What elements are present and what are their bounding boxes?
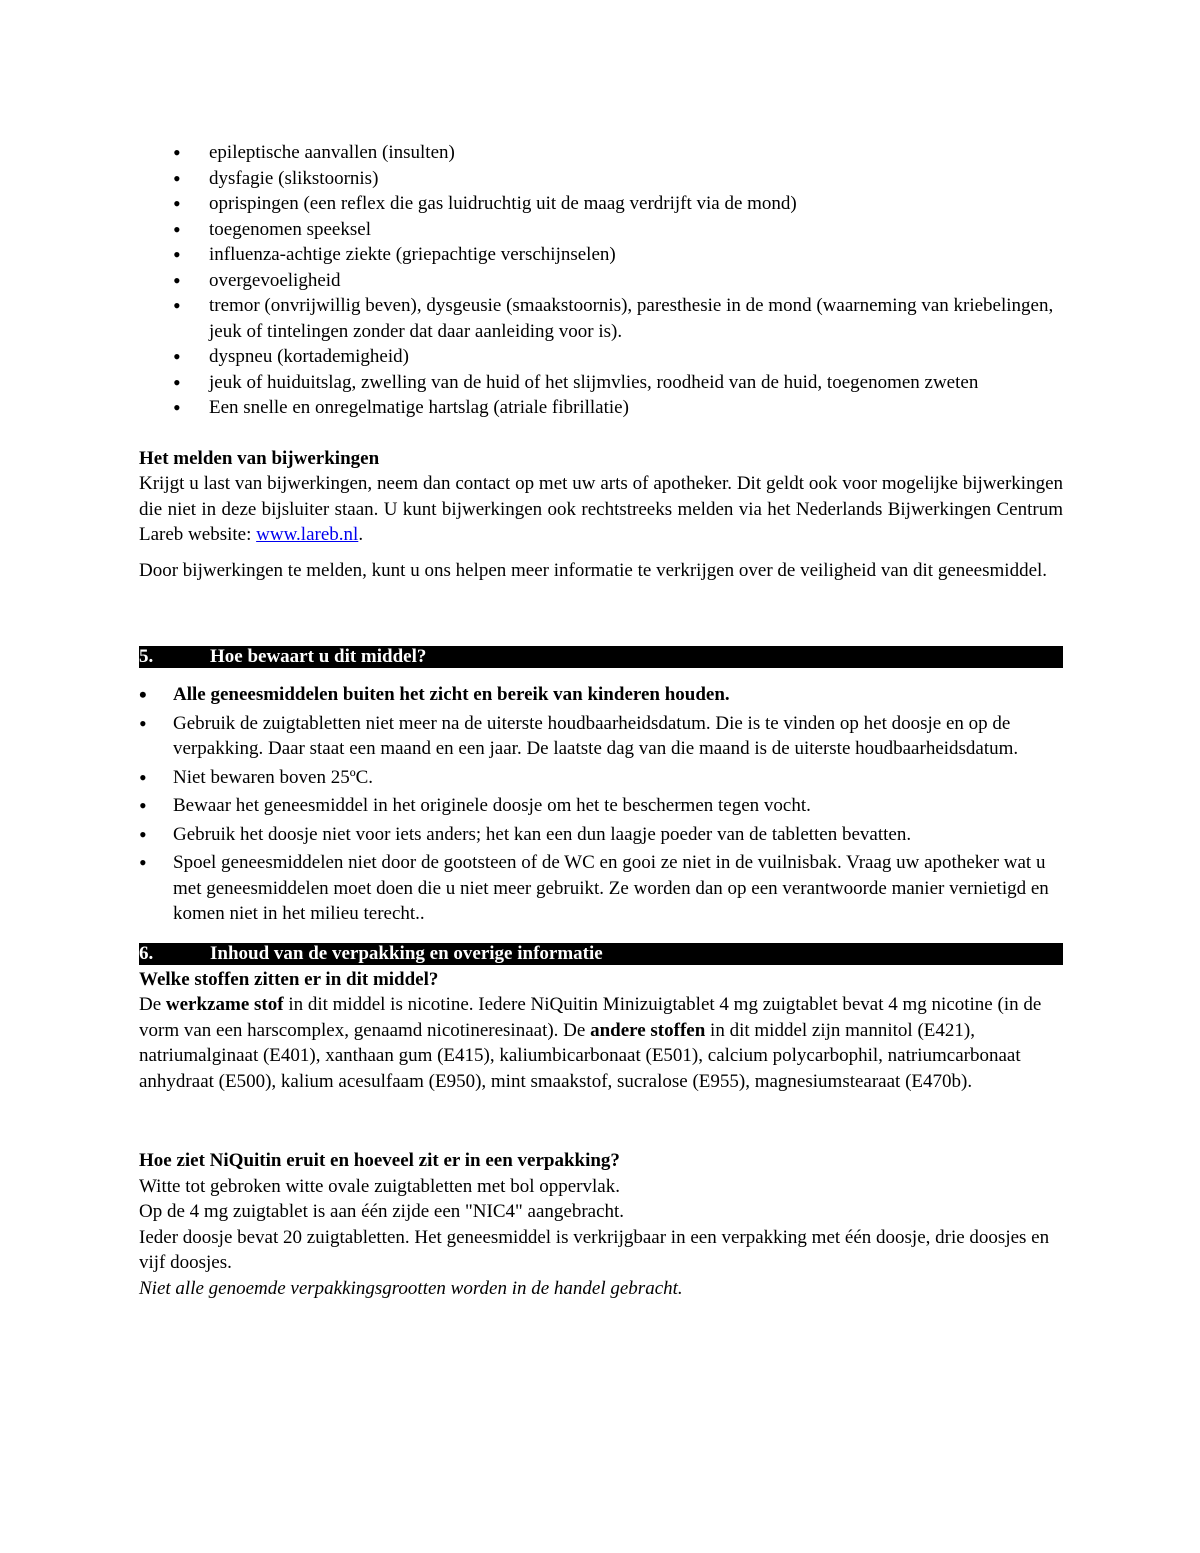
ingredients-heading: Welke stoffen zitten er in dit middel? [139,968,439,990]
list-item: • Bewaar het geneesmiddel in het originele doosje om het te beschermen tegen vocht. [139,793,1063,819]
section-6-title: Inhoud van de verpakking en overige informatie [210,942,603,964]
list-item: • Spoel geneesmiddelen niet door de gootsteen of de WC en gooi ze niet in de vuilnisbak. Vraag uw apotheker wat u met geneesmiddelen moet doen die u niet meer gebruikt. Ze worden dan op een verantwoorde manier vernietigd en komen niet in het milieu terecht.. [139,850,1063,927]
list-item: • tremor (onvrijwillig beven), dysgeusie (smaakstoornis), paresthesie in de mond (waarneming van kriebelingen, jeuk of tintelingen zonder dat daar aanleiding voor is). [139,293,1063,344]
list-item: • oprispingen (een reflex die gas luidruchtig uit de maag verdrijft via de mond) [139,191,1063,217]
appearance-note: Niet alle genoemde verpakkingsgrootten worden in de handel gebracht. [139,1277,683,1299]
list-item: • Gebruik het doosje niet voor iets anders; het kan een dun laagje poeder van de tabletten bevatten. [139,822,1063,848]
list-item: • toegenomen speeksel [139,217,1063,243]
reporting-text-end: . [358,524,364,545]
side-effects-list [139,140,1063,421]
text-run: in dit middel is nicotine. Iedere NiQuitin Minizuigtablet 4 mg zuigtablet bevat 4 mg nicotine (in de vorm van een harscomplex, genaamd nicotineresinaat). De [139,994,1042,1041]
list-item: • dyspneu (kortademigheid) [139,344,1063,370]
text-run: De [139,994,166,1015]
reporting-heading: Het melden van bijwerkingen [139,447,380,469]
active-substance-label: werkzame stof [165,994,284,1015]
reporting-paragraph-2: Door bijwerkingen te melden, kunt u ons helpen meer informatie te verkrijgen over de veiligheid van dit geneesmiddel. [139,559,1048,581]
list-item: • influenza-achtige ziekte (griepachtige verschijnselen) [139,242,1063,268]
text-run: in dit middel zijn mannitol (E421), natriumalginaat (E401), xanthaan gum (E415), kaliumbicarbonaat (E501), calcium polycarbophil, natriumcarbonaat anhydraat (E500), kalium acesulfaam (E950), mint smaakstof, sucralose (E955), magnesiumstearaat (E470b). [139,1019,1021,1092]
list-item: • Gebruik de zuigtabletten niet meer na de uiterste houdbaarheidsdatum. Die is te vinden op het doosje en op de verpakking. Daar staat een maand en een jaar. De laatste dag van die maand is de uiterste houdbaarheidsdatum. [139,711,1063,762]
reporting-paragraph [139,471,1063,548]
section-6-number: 6. [139,942,154,964]
list-item: • epileptische aanvallen (insulten) [139,140,1063,166]
section-5-header [139,646,1063,668]
reporting-text: Krijgt u last van bijwerkingen, neem dan contact op met uw arts of apotheker. Dit geldt ook voor mogelijke bijwerkingen die niet in deze bijsluiter staan. U kunt bijwerkingen ook rechtstreeks melden via het Nederlands Bijwerkingen Centrum Lareb website: [139,473,1063,545]
other-substances-label: andere stoffen [590,1019,706,1041]
storage-list [139,682,1063,927]
appearance-line: Ieder doosje bevat 20 zuigtabletten. Het geneesmiddel is verkrijgbaar in een verpakking met één doosje, drie doosjes en vijf doosjes. [139,1226,1050,1273]
section-5-title: Hoe bewaart u dit middel? [210,646,427,667]
section-5-number: 5. [139,646,154,667]
list-item: • overgevoeligheid [139,268,1063,294]
list-item: • Alle geneesmiddelen buiten het zicht en bereik van kinderen houden. [139,682,1063,708]
list-item: • jeuk of huiduitslag, zwelling van de huid of het slijmvlies, roodheid van de huid, toegenomen zweten [139,370,1063,396]
section-6-header [139,943,1063,965]
list-item: • Niet bewaren boven 25ºC. [139,765,1063,791]
list-item: • dysfagie (slikstoornis) [139,166,1063,192]
appearance-heading: Hoe ziet NiQuitin eruit en hoeveel zit er in een verpakking? [139,1150,620,1171]
ingredients-paragraph [139,992,1063,1094]
appearance-line: Op de 4 mg zuigtablet is aan één zijde een "NIC4" aangebracht. [139,1201,625,1222]
appearance-line: Witte tot gebroken witte ovale zuigtabletten met bol oppervlak. [139,1175,620,1197]
lareb-link[interactable]: www.lareb.nl [256,524,359,545]
list-item: • Een snelle en onregelmatige hartslag (atriale fibrillatie) [139,395,1063,421]
document-page [139,140,1063,1301]
